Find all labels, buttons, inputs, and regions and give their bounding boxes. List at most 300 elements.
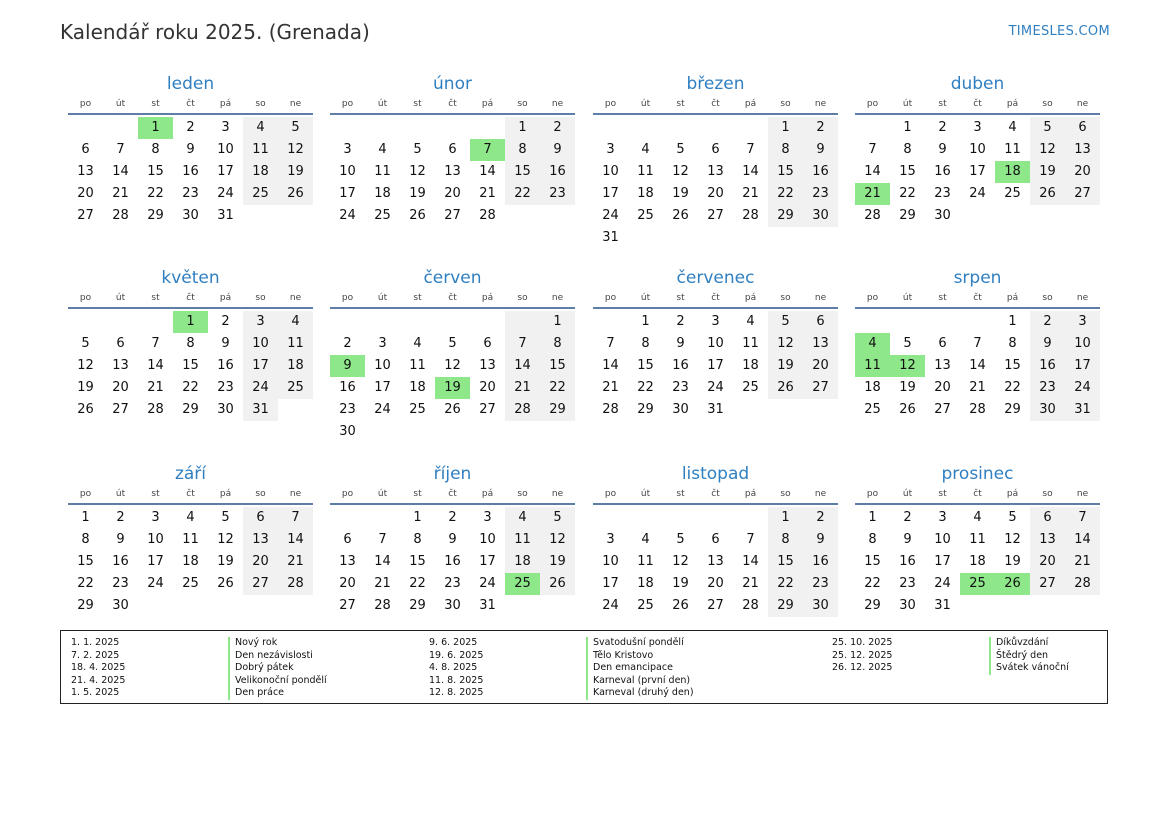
legend-item bbox=[71, 662, 327, 675]
weekday-label: po bbox=[341, 99, 354, 109]
holiday-legend bbox=[60, 630, 1108, 704]
day-cell: 9 bbox=[116, 532, 125, 547]
day-cell: 24 bbox=[339, 208, 356, 223]
day-cell: 9 bbox=[1030, 333, 1065, 355]
empty-cell bbox=[330, 311, 365, 333]
day-cell: 15 bbox=[899, 164, 916, 179]
day-cell: 20 bbox=[243, 551, 278, 573]
day-cell: 28 bbox=[969, 402, 986, 417]
holiday-date: 4. 8. 2025 bbox=[429, 662, 478, 673]
holiday-date: 25. 12. 2025 bbox=[832, 649, 893, 661]
day-cell: 28 bbox=[479, 208, 496, 223]
weekday-label: so bbox=[780, 489, 791, 499]
day-cell: 10 bbox=[934, 532, 951, 547]
day-cell: 19 bbox=[217, 554, 234, 569]
day-cell: 16 bbox=[803, 161, 838, 183]
day-cell: 13 bbox=[243, 529, 278, 551]
day-cell: 26 bbox=[899, 402, 916, 417]
day-cell: 21 bbox=[505, 377, 540, 399]
weekday-label: so bbox=[517, 489, 528, 499]
day-cell: 30 bbox=[1030, 399, 1065, 421]
empty-cell bbox=[330, 507, 365, 529]
day-cell: 18 bbox=[409, 380, 426, 395]
empty-cell bbox=[365, 311, 400, 333]
day-cell: 19 bbox=[768, 355, 803, 377]
day-cell: 25 bbox=[637, 208, 654, 223]
legend-item bbox=[71, 637, 327, 650]
day-cell: 13 bbox=[707, 554, 724, 569]
day-cell: 28 bbox=[742, 208, 759, 223]
month-0 bbox=[68, 73, 313, 227]
weekday-label: st bbox=[151, 489, 160, 499]
day-cell: 19 bbox=[435, 377, 470, 399]
day-cell: 21 bbox=[147, 380, 164, 395]
day-cell: 21 bbox=[278, 551, 313, 573]
day-cell: 4 bbox=[505, 507, 540, 529]
holiday-name: Štědrý den bbox=[989, 650, 1048, 663]
empty-cell bbox=[365, 507, 400, 529]
weekday-label: st bbox=[676, 293, 685, 303]
month-name: září bbox=[174, 464, 207, 484]
day-cell: 4 bbox=[855, 333, 890, 355]
day-cell: 28 bbox=[1065, 573, 1100, 595]
day-cell: 21 bbox=[855, 183, 890, 205]
day-cell: 6 bbox=[81, 142, 90, 157]
day-cell: 17 bbox=[147, 554, 164, 569]
empty-cell bbox=[890, 311, 925, 333]
holiday-date: 26. 12. 2025 bbox=[832, 662, 893, 673]
weekday-label: ne bbox=[289, 99, 302, 109]
weekday-header bbox=[68, 95, 313, 115]
empty-cell bbox=[960, 311, 995, 333]
day-cell: 31 bbox=[707, 402, 724, 417]
day-cell: 17 bbox=[243, 355, 278, 377]
day-cell: 20 bbox=[1065, 161, 1100, 183]
weekday-label: pá bbox=[219, 99, 232, 109]
day-cell: 10 bbox=[374, 358, 391, 373]
legend-item bbox=[71, 650, 327, 663]
day-cell: 31 bbox=[934, 598, 951, 613]
empty-cell bbox=[663, 117, 698, 139]
day-cell: 20 bbox=[707, 576, 724, 591]
day-cell: 3 bbox=[973, 120, 982, 135]
empty-cell bbox=[435, 117, 470, 139]
day-cell: 21 bbox=[742, 186, 759, 201]
day-cell: 13 bbox=[444, 164, 461, 179]
day-cell: 11 bbox=[243, 139, 278, 161]
day-cell: 13 bbox=[1030, 529, 1065, 551]
holiday-name: Díkůvzdání bbox=[989, 637, 1048, 650]
empty-cell bbox=[400, 117, 435, 139]
weekday-label: pá bbox=[481, 99, 494, 109]
day-cell: 4 bbox=[973, 510, 982, 525]
day-cell: 6 bbox=[803, 311, 838, 333]
weekday-label: st bbox=[938, 489, 947, 499]
weekday-label: ne bbox=[1076, 293, 1089, 303]
weekday-label: út bbox=[902, 99, 913, 109]
day-cell: 18 bbox=[995, 161, 1030, 183]
weekday-label: čt bbox=[186, 293, 195, 303]
day-cell: 31 bbox=[602, 230, 619, 245]
legend-column bbox=[429, 637, 694, 700]
weekday-label: po bbox=[79, 99, 92, 109]
day-cell: 22 bbox=[768, 573, 803, 595]
legend-item bbox=[429, 650, 694, 663]
day-cell: 6 bbox=[483, 336, 492, 351]
day-cell: 20 bbox=[112, 380, 129, 395]
weekday-label: st bbox=[938, 99, 947, 109]
holiday-name: Den práce bbox=[228, 687, 284, 700]
day-cell: 20 bbox=[1030, 551, 1065, 573]
day-cell: 2 bbox=[803, 507, 838, 529]
day-cell: 20 bbox=[934, 380, 951, 395]
weekday-label: út bbox=[640, 293, 651, 303]
day-cell: 27 bbox=[934, 402, 951, 417]
day-cell: 8 bbox=[413, 532, 422, 547]
day-cell: 28 bbox=[374, 598, 391, 613]
day-cell: 7 bbox=[278, 507, 313, 529]
weekday-label: út bbox=[115, 99, 126, 109]
day-cell: 14 bbox=[969, 358, 986, 373]
day-cell: 20 bbox=[479, 380, 496, 395]
empty-cell bbox=[593, 311, 628, 333]
day-cell: 23 bbox=[112, 576, 129, 591]
holiday-name: Dobrý pátek bbox=[228, 662, 294, 675]
weekday-label: st bbox=[413, 489, 422, 499]
month-3 bbox=[855, 73, 1100, 227]
month-2 bbox=[593, 73, 838, 249]
day-cell: 2 bbox=[448, 510, 457, 525]
holiday-date: 21. 4. 2025 bbox=[71, 674, 126, 686]
day-cell: 29 bbox=[768, 205, 803, 227]
legend-item bbox=[832, 650, 1069, 663]
day-cell: 28 bbox=[505, 399, 540, 421]
holiday-date: 9. 6. 2025 bbox=[429, 637, 478, 648]
day-cell: 1 bbox=[868, 510, 877, 525]
brand-link[interactable]: TIMESLES.COM bbox=[1008, 24, 1110, 39]
day-cell: 1 bbox=[138, 117, 173, 139]
weekday-label: pá bbox=[744, 293, 757, 303]
weekday-header bbox=[330, 485, 575, 505]
day-cell: 14 bbox=[479, 164, 496, 179]
day-cell: 29 bbox=[77, 598, 94, 613]
weekday-header bbox=[593, 289, 838, 309]
day-cell: 8 bbox=[1008, 336, 1017, 351]
day-cell: 12 bbox=[890, 355, 925, 377]
holiday-name: Velikonoční pondělí bbox=[228, 675, 327, 688]
day-cell: 8 bbox=[903, 142, 912, 157]
day-cell: 20 bbox=[803, 355, 838, 377]
day-cell: 4 bbox=[278, 311, 313, 333]
day-cell: 16 bbox=[112, 554, 129, 569]
weekday-label: st bbox=[938, 293, 947, 303]
day-cell: 5 bbox=[1030, 117, 1065, 139]
day-cell: 14 bbox=[1065, 529, 1100, 551]
day-cell: 3 bbox=[243, 311, 278, 333]
weekday-label: út bbox=[640, 489, 651, 499]
day-cell: 14 bbox=[112, 164, 129, 179]
weekday-label: so bbox=[780, 99, 791, 109]
day-cell: 23 bbox=[339, 402, 356, 417]
day-cell: 11 bbox=[637, 164, 654, 179]
day-cell: 9 bbox=[448, 532, 457, 547]
legend-column bbox=[71, 637, 327, 700]
day-cell: 5 bbox=[676, 532, 685, 547]
day-cell: 26 bbox=[995, 573, 1030, 595]
day-cell: 15 bbox=[182, 358, 199, 373]
day-cell: 19 bbox=[672, 186, 689, 201]
day-cell: 5 bbox=[768, 311, 803, 333]
day-cell: 23 bbox=[182, 186, 199, 201]
weekday-label: ne bbox=[814, 293, 827, 303]
weekday-label: pá bbox=[744, 489, 757, 499]
day-cell: 9 bbox=[330, 355, 365, 377]
holiday-date: 19. 6. 2025 bbox=[429, 649, 484, 661]
day-cell: 26 bbox=[77, 402, 94, 417]
day-cell: 14 bbox=[505, 355, 540, 377]
day-cell: 26 bbox=[672, 598, 689, 613]
day-grid bbox=[593, 115, 838, 249]
day-cell: 14 bbox=[278, 529, 313, 551]
day-cell: 18 bbox=[969, 554, 986, 569]
day-cell: 3 bbox=[938, 510, 947, 525]
weekday-label: ne bbox=[814, 489, 827, 499]
weekday-label: st bbox=[151, 99, 160, 109]
day-cell: 24 bbox=[602, 598, 619, 613]
day-cell: 30 bbox=[182, 208, 199, 223]
day-cell: 28 bbox=[278, 573, 313, 595]
day-cell: 6 bbox=[938, 336, 947, 351]
day-grid bbox=[593, 505, 838, 617]
day-cell: 29 bbox=[899, 208, 916, 223]
month-name: červenec bbox=[676, 268, 755, 288]
legend-item bbox=[71, 687, 327, 700]
day-cell: 12 bbox=[672, 164, 689, 179]
day-cell: 2 bbox=[540, 117, 575, 139]
day-cell: 16 bbox=[899, 554, 916, 569]
day-cell: 11 bbox=[278, 333, 313, 355]
day-cell: 16 bbox=[672, 358, 689, 373]
day-cell: 2 bbox=[343, 336, 352, 351]
day-cell: 3 bbox=[711, 314, 720, 329]
weekday-label: po bbox=[341, 489, 354, 499]
day-cell: 13 bbox=[934, 358, 951, 373]
day-cell: 17 bbox=[339, 186, 356, 201]
empty-cell bbox=[925, 311, 960, 333]
day-cell: 5 bbox=[81, 336, 90, 351]
day-grid bbox=[855, 115, 1100, 227]
day-cell: 18 bbox=[243, 161, 278, 183]
day-cell: 7 bbox=[973, 336, 982, 351]
day-cell: 3 bbox=[378, 336, 387, 351]
day-cell: 2 bbox=[221, 314, 230, 329]
day-cell: 5 bbox=[676, 142, 685, 157]
day-cell: 23 bbox=[803, 183, 838, 205]
day-cell: 4 bbox=[186, 510, 195, 525]
weekday-label: so bbox=[1042, 99, 1053, 109]
month-11 bbox=[855, 463, 1100, 617]
day-cell: 10 bbox=[602, 554, 619, 569]
day-grid bbox=[593, 309, 838, 421]
legend-item bbox=[832, 637, 1069, 650]
day-cell: 10 bbox=[217, 142, 234, 157]
day-cell: 30 bbox=[339, 424, 356, 439]
day-grid bbox=[68, 309, 313, 421]
day-cell: 13 bbox=[707, 164, 724, 179]
day-cell: 21 bbox=[1065, 551, 1100, 573]
day-cell: 12 bbox=[77, 358, 94, 373]
day-cell: 25 bbox=[864, 402, 881, 417]
day-cell: 7 bbox=[505, 333, 540, 355]
day-cell: 26 bbox=[278, 183, 313, 205]
day-cell: 17 bbox=[374, 380, 391, 395]
day-cell: 9 bbox=[540, 139, 575, 161]
day-cell: 30 bbox=[803, 205, 838, 227]
day-cell: 16 bbox=[1030, 355, 1065, 377]
day-cell: 2 bbox=[1030, 311, 1065, 333]
weekday-label: pá bbox=[1006, 489, 1019, 499]
day-cell: 7 bbox=[116, 142, 125, 157]
weekday-label: čt bbox=[186, 99, 195, 109]
day-cell: 8 bbox=[81, 532, 90, 547]
day-cell: 6 bbox=[116, 336, 125, 351]
day-cell: 15 bbox=[1004, 358, 1021, 373]
day-cell: 28 bbox=[112, 208, 129, 223]
weekday-label: st bbox=[151, 293, 160, 303]
day-cell: 23 bbox=[934, 186, 951, 201]
empty-cell bbox=[855, 117, 890, 139]
day-cell: 8 bbox=[641, 336, 650, 351]
weekday-label: ne bbox=[551, 489, 564, 499]
day-cell: 2 bbox=[903, 510, 912, 525]
day-cell: 8 bbox=[868, 532, 877, 547]
weekday-label: čt bbox=[973, 99, 982, 109]
day-cell: 7 bbox=[606, 336, 615, 351]
day-cell: 31 bbox=[479, 598, 496, 613]
day-cell: 5 bbox=[278, 117, 313, 139]
day-cell: 12 bbox=[278, 139, 313, 161]
day-cell: 13 bbox=[1065, 139, 1100, 161]
day-cell: 3 bbox=[606, 142, 615, 157]
day-cell: 17 bbox=[969, 164, 986, 179]
day-cell: 10 bbox=[602, 164, 619, 179]
empty-cell bbox=[663, 507, 698, 529]
day-cell: 5 bbox=[448, 336, 457, 351]
day-cell: 16 bbox=[540, 161, 575, 183]
day-cell: 21 bbox=[969, 380, 986, 395]
day-cell: 14 bbox=[374, 554, 391, 569]
weekday-label: ne bbox=[551, 99, 564, 109]
day-cell: 29 bbox=[409, 598, 426, 613]
day-cell: 27 bbox=[444, 208, 461, 223]
day-cell: 23 bbox=[540, 183, 575, 205]
holiday-name: Svátek vánoční bbox=[989, 662, 1069, 675]
month-name: prosinec bbox=[941, 464, 1014, 484]
holiday-name: Nový rok bbox=[228, 637, 277, 650]
day-cell: 2 bbox=[116, 510, 125, 525]
weekday-label: st bbox=[676, 99, 685, 109]
day-cell: 2 bbox=[938, 120, 947, 135]
weekday-label: út bbox=[902, 489, 913, 499]
day-cell: 5 bbox=[1008, 510, 1017, 525]
weekday-label: so bbox=[780, 293, 791, 303]
day-cell: 4 bbox=[641, 142, 650, 157]
empty-cell bbox=[470, 311, 505, 333]
day-cell: 12 bbox=[672, 554, 689, 569]
day-cell: 3 bbox=[606, 532, 615, 547]
day-cell: 29 bbox=[147, 208, 164, 223]
day-cell: 8 bbox=[768, 139, 803, 161]
weekday-label: so bbox=[255, 293, 266, 303]
empty-cell bbox=[68, 311, 103, 333]
day-cell: 1 bbox=[641, 314, 650, 329]
day-cell: 17 bbox=[602, 186, 619, 201]
day-cell: 25 bbox=[409, 402, 426, 417]
day-cell: 12 bbox=[409, 164, 426, 179]
day-cell: 3 bbox=[151, 510, 160, 525]
day-cell: 12 bbox=[1004, 532, 1021, 547]
day-cell: 8 bbox=[186, 336, 195, 351]
day-cell: 1 bbox=[505, 117, 540, 139]
day-cell: 15 bbox=[77, 554, 94, 569]
day-grid bbox=[68, 505, 313, 617]
weekday-label: ne bbox=[1076, 489, 1089, 499]
day-cell: 16 bbox=[934, 164, 951, 179]
empty-cell bbox=[733, 117, 768, 139]
day-cell: 7 bbox=[470, 139, 505, 161]
day-cell: 10 bbox=[243, 333, 278, 355]
weekday-label: čt bbox=[711, 293, 720, 303]
day-cell: 27 bbox=[112, 402, 129, 417]
day-cell: 26 bbox=[540, 573, 575, 595]
weekday-label: út bbox=[640, 99, 651, 109]
weekday-label: čt bbox=[448, 99, 457, 109]
day-cell: 1 bbox=[1008, 314, 1017, 329]
day-cell: 13 bbox=[112, 358, 129, 373]
day-cell: 7 bbox=[746, 142, 755, 157]
day-cell: 6 bbox=[1030, 507, 1065, 529]
day-cell: 6 bbox=[343, 532, 352, 547]
day-cell: 9 bbox=[938, 142, 947, 157]
day-cell: 23 bbox=[444, 576, 461, 591]
day-cell: 11 bbox=[409, 358, 426, 373]
day-cell: 25 bbox=[182, 576, 199, 591]
month-name: srpen bbox=[953, 268, 1002, 288]
day-cell: 12 bbox=[444, 358, 461, 373]
weekday-label: čt bbox=[448, 489, 457, 499]
empty-cell bbox=[400, 311, 435, 333]
weekday-header bbox=[855, 485, 1100, 505]
day-cell: 19 bbox=[409, 186, 426, 201]
weekday-label: so bbox=[1042, 293, 1053, 303]
day-cell: 23 bbox=[217, 380, 234, 395]
day-cell: 20 bbox=[77, 186, 94, 201]
day-cell: 24 bbox=[934, 576, 951, 591]
day-cell: 23 bbox=[672, 380, 689, 395]
day-cell: 27 bbox=[479, 402, 496, 417]
empty-cell bbox=[505, 311, 540, 333]
day-cell: 22 bbox=[409, 576, 426, 591]
day-cell: 10 bbox=[339, 164, 356, 179]
month-6 bbox=[593, 267, 838, 421]
day-cell: 23 bbox=[803, 573, 838, 595]
day-cell: 14 bbox=[864, 164, 881, 179]
day-grid bbox=[330, 505, 575, 617]
day-cell: 16 bbox=[339, 380, 356, 395]
weekday-header bbox=[855, 289, 1100, 309]
day-cell: 4 bbox=[413, 336, 422, 351]
day-cell: 15 bbox=[768, 551, 803, 573]
